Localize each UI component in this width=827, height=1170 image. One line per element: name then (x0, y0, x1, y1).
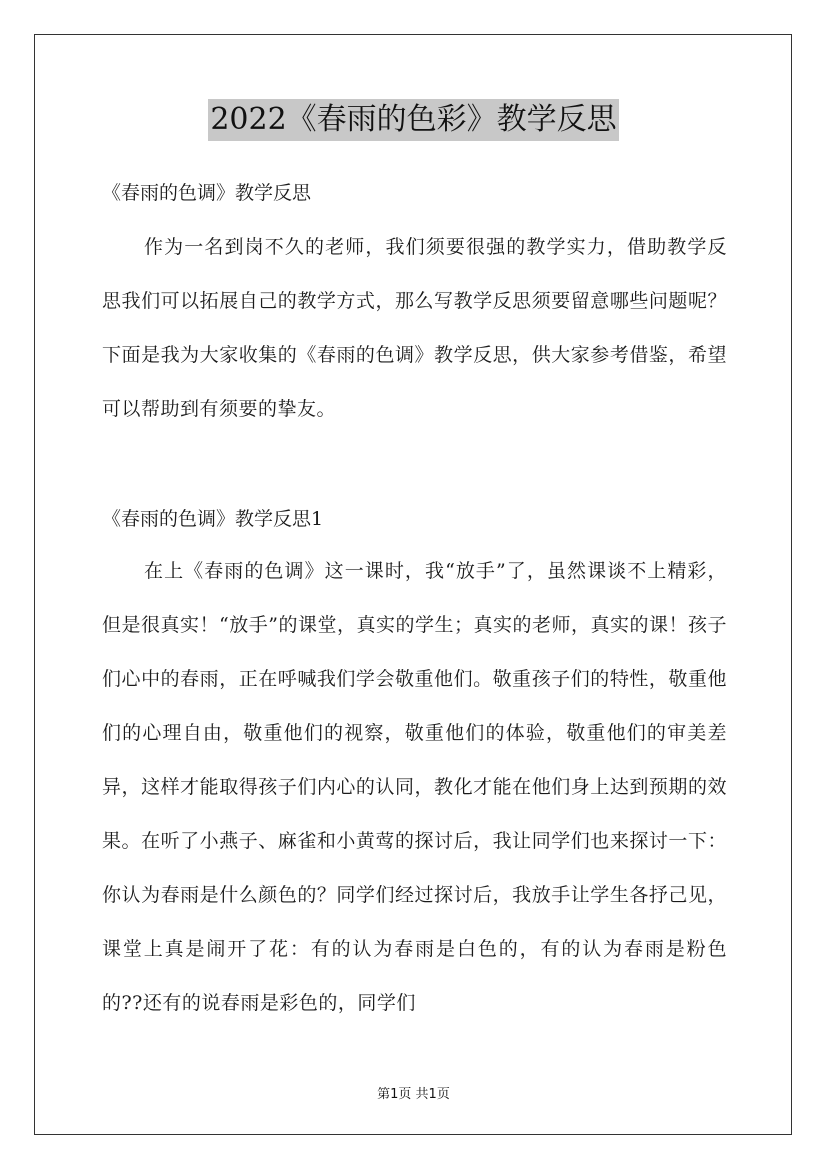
title-container (0, 99, 827, 141)
document-title: 2022《春雨的色彩》教学反思 (208, 99, 618, 141)
intro-heading: 《春雨的色调》教学反思 (102, 182, 312, 204)
page-footer: 第1页 共1页 (377, 1087, 450, 1102)
intro-paragraph: 作为一名到岗不久的老师，我们须要很强的教学实力，借助教学反思我们可以拓展自己的教学方式，那么写教学反思须要留意哪些问题呢？下面是我为大家收集的《春雨的色调》教学反思，供大家参考借鉴，希望可以帮助到有须要的挚友。 (102, 236, 727, 420)
section1-heading: 《春雨的色调》教学反思1 (102, 508, 324, 530)
section1-paragraph: 在上《春雨的色调》这一课时，我“放手”了，虽然课谈不上精彩，但是很真实！“放手”的课堂，真实的学生；真实的老师，真实的课！孩子们心中的春雨，正在呼喊我们学会敬重他们。敬重孩子们的特性，敬重他们的心理自由，敬重他们的视察，敬重他们的体验，敬重他们的审美差异，这样才能取得孩子们内心的认同，教化才能在他们身上达到预期的效果。在听了小燕子、麻雀和小黄莺的探讨后，我让同学们也来探讨一下：你认为春雨是什么颜色的？同学们经过探讨后，我放手让学生各抒己见，课堂上真是闹开了花：有的认为春雨是白色的，有的认为春雨是粉色的??还有的说春雨是彩色的，同学们 (102, 560, 727, 1014)
